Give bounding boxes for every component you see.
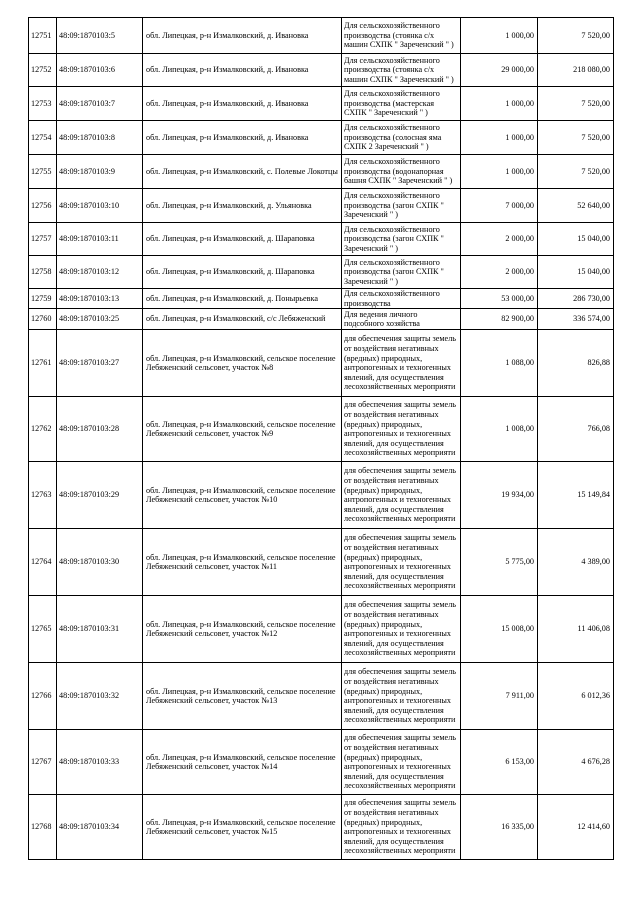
plot-number: 12767 [29,730,57,795]
cadastral-number: 48:09:1870103:8 [57,121,143,155]
plot-address: обл. Липецкая, р-н Измалковский, сельское поселение Лебяженский сельсовет, участок №10 [143,462,342,529]
plot-area: 1 000,00 [461,155,538,189]
plot-area: 1 000,00 [461,121,538,155]
cadastral-value: 7 520,00 [538,18,614,54]
cadastral-number: 48:09:1870103:27 [57,330,143,397]
plot-number: 12765 [29,596,57,663]
plot-address: обл. Липецкая, р-н Измалковский, сельское поселение Лебяженский сельсовет, участок №11 [143,529,342,596]
plot-number: 12757 [29,223,57,256]
permitted-use: Для сельскохозяйственного производства (загон СХПК " Зареченский " ) [342,189,461,223]
plot-area: 2 000,00 [461,223,538,256]
plot-area: 1 088,00 [461,330,538,397]
table-row [29,397,614,462]
plot-number: 12762 [29,397,57,462]
permitted-use: для обеспечения защиты земель от воздействия негативных (вредных) природных, антропогенных и техногенных явлений, для осуществления лесохозяйственных мероприяти [342,663,461,730]
permitted-use: Для сельскохозяйственного производства (загон СХПК " Зареченский " ) [342,256,461,289]
table-row [29,462,614,529]
plot-number: 12760 [29,309,57,330]
plot-number: 12766 [29,663,57,730]
table-row [29,730,614,795]
cadastral-number: 48:09:1870103:32 [57,663,143,730]
plot-address: обл. Липецкая, р-н Измалковский, сельское поселение Лебяженский сельсовет, участок №14 [143,730,342,795]
plot-address: обл. Липецкая, р-н Измалковский, сельское поселение Лебяженский сельсовет, участок №13 [143,663,342,730]
permitted-use: для обеспечения защиты земель от воздействия негативных (вредных) природных, антропогенных и техногенных явлений, для осуществления лесохозяйственных мероприяти [342,596,461,663]
table-row [29,189,614,223]
table-row [29,596,614,663]
plot-area: 1 008,00 [461,397,538,462]
cadastral-value: 826,88 [538,330,614,397]
cadastral-number: 48:09:1870103:33 [57,730,143,795]
plot-address: обл. Липецкая, р-н Измалковский, сельское поселение Лебяженский сельсовет, участок №12 [143,596,342,663]
table-row [29,795,614,860]
table-row [29,529,614,596]
cadastral-number: 48:09:1870103:34 [57,795,143,860]
permitted-use: Для сельскохозяйственного производства (стоянка с/х машин СХПК " Зареченский " ) [342,54,461,87]
cadastral-number: 48:09:1870103:10 [57,189,143,223]
cadastral-number: 48:09:1870103:30 [57,529,143,596]
table-row [29,18,614,54]
cadastral-number: 48:09:1870103:25 [57,309,143,330]
plot-number: 12752 [29,54,57,87]
land-registry-sheet [28,17,614,860]
permitted-use: для обеспечения защиты земель от воздействия негативных (вредных) природных, антропогенных и техногенных явлений, для осуществления лесохозяйственных мероприяти [342,397,461,462]
cadastral-value: 15 149,84 [538,462,614,529]
permitted-use: Для сельскохозяйственного производства (мастерская СХПК " Зареченский " ) [342,87,461,121]
cadastral-value: 336 574,00 [538,309,614,330]
plot-address: обл. Липецкая, р-н Измалковский, д. Ульяновка [143,189,342,223]
cadastral-value: 7 520,00 [538,155,614,189]
permitted-use: Для сельскохозяйственного производства [342,289,461,309]
table-row [29,155,614,189]
permitted-use: Для сельскохозяйственного производства (загон СХПК " Зареченский " ) [342,223,461,256]
cadastral-number: 48:09:1870103:28 [57,397,143,462]
permitted-use: Для сельскохозяйственного производства (водонапорная башня СХПК " Зареченский " ) [342,155,461,189]
plot-area: 82 900,00 [461,309,538,330]
plot-address: обл. Липецкая, р-н Измалковский, д. Ивановка [143,87,342,121]
permitted-use: для обеспечения защиты земель от воздействия негативных (вредных) природных, антропогенных и техногенных явлений, для осуществления лесохозяйственных мероприяти [342,529,461,596]
plot-number: 12759 [29,289,57,309]
table-body [29,18,614,860]
table-row [29,121,614,155]
table-row [29,87,614,121]
permitted-use: Для ведения личного подсобного хозяйства [342,309,461,330]
cadastral-number: 48:09:1870103:11 [57,223,143,256]
table-row [29,309,614,330]
table-row [29,330,614,397]
plot-address: обл. Липецкая, р-н Измалковский, сельское поселение Лебяженский сельсовет, участок №15 [143,795,342,860]
plot-area: 1 000,00 [461,18,538,54]
plot-number: 12758 [29,256,57,289]
plot-area: 53 000,00 [461,289,538,309]
land-plots-table [28,17,614,860]
table-row [29,289,614,309]
permitted-use: для обеспечения защиты земель от воздействия негативных (вредных) природных, антропогенных и техногенных явлений, для осуществления лесохозяйственных мероприяти [342,462,461,529]
plot-number: 12768 [29,795,57,860]
cadastral-value: 52 640,00 [538,189,614,223]
plot-address: обл. Липецкая, р-н Измалковский, д. Ивановка [143,54,342,87]
permitted-use: Для сельскохозяйственного производства (солосная яма СХПК 2 Зареченский " ) [342,121,461,155]
cadastral-value: 218 080,00 [538,54,614,87]
table-row [29,54,614,87]
plot-area: 5 775,00 [461,529,538,596]
plot-address: обл. Липецкая, р-н Измалковский, д. Шараповка [143,256,342,289]
plot-address: обл. Липецкая, р-н Измалковский, с. Полевые Локотцы [143,155,342,189]
cadastral-value: 286 730,00 [538,289,614,309]
cadastral-value: 11 406,08 [538,596,614,663]
cadastral-value: 12 414,60 [538,795,614,860]
plot-address: обл. Липецкая, р-н Измалковский, д. Ивановка [143,121,342,155]
permitted-use: для обеспечения защиты земель от воздействия негативных (вредных) природных, антропогенных и техногенных явлений, для осуществления лесохозяйственных мероприяти [342,730,461,795]
table-row [29,663,614,730]
plot-area: 19 934,00 [461,462,538,529]
permitted-use: для обеспечения защиты земель от воздействия негативных (вредных) природных, антропогенных и техногенных явлений, для осуществления лесохозяйственных мероприяти [342,795,461,860]
permitted-use: для обеспечения защиты земель от воздействия негативных (вредных) природных, антропогенных и техногенных явлений, для осуществления лесохозяйственных мероприяти [342,330,461,397]
plot-number: 12763 [29,462,57,529]
plot-number: 12753 [29,87,57,121]
plot-area: 15 008,00 [461,596,538,663]
cadastral-value: 15 040,00 [538,256,614,289]
plot-number: 12756 [29,189,57,223]
table-row [29,256,614,289]
plot-address: обл. Липецкая, р-н Измалковский, сельское поселение Лебяженский сельсовет, участок №9 [143,397,342,462]
plot-area: 7 000,00 [461,189,538,223]
plot-area: 2 000,00 [461,256,538,289]
cadastral-value: 4 389,00 [538,529,614,596]
plot-address: обл. Липецкая, р-н Измалковский, сельское поселение Лебяженский сельсовет, участок №8 [143,330,342,397]
plot-number: 12761 [29,330,57,397]
cadastral-number: 48:09:1870103:12 [57,256,143,289]
cadastral-number: 48:09:1870103:29 [57,462,143,529]
cadastral-number: 48:09:1870103:5 [57,18,143,54]
plot-address: обл. Липецкая, р-н Измалковский, с/с Лебяженский [143,309,342,330]
plot-number: 12764 [29,529,57,596]
cadastral-value: 15 040,00 [538,223,614,256]
cadastral-value: 7 520,00 [538,121,614,155]
cadastral-number: 48:09:1870103:31 [57,596,143,663]
cadastral-value: 766,08 [538,397,614,462]
plot-number: 12754 [29,121,57,155]
cadastral-value: 6 012,36 [538,663,614,730]
plot-address: обл. Липецкая, р-н Измалковский, д. Шараповка [143,223,342,256]
cadastral-number: 48:09:1870103:13 [57,289,143,309]
permitted-use: Для сельскохозяйственного производства (стоянка с/х машин СХПК " Зареченский " ) [342,18,461,54]
plot-area: 29 000,00 [461,54,538,87]
plot-area: 7 911,00 [461,663,538,730]
table-row [29,223,614,256]
plot-address: обл. Липецкая, р-н Измалковский, д. Ивановка [143,18,342,54]
plot-address: обл. Липецкая, р-н Измалковский, д. Понырьевка [143,289,342,309]
plot-number: 12755 [29,155,57,189]
cadastral-value: 7 520,00 [538,87,614,121]
plot-area: 1 000,00 [461,87,538,121]
cadastral-number: 48:09:1870103:9 [57,155,143,189]
plot-area: 6 153,00 [461,730,538,795]
cadastral-number: 48:09:1870103:6 [57,54,143,87]
plot-number: 12751 [29,18,57,54]
cadastral-value: 4 676,28 [538,730,614,795]
cadastral-number: 48:09:1870103:7 [57,87,143,121]
plot-area: 16 335,00 [461,795,538,860]
